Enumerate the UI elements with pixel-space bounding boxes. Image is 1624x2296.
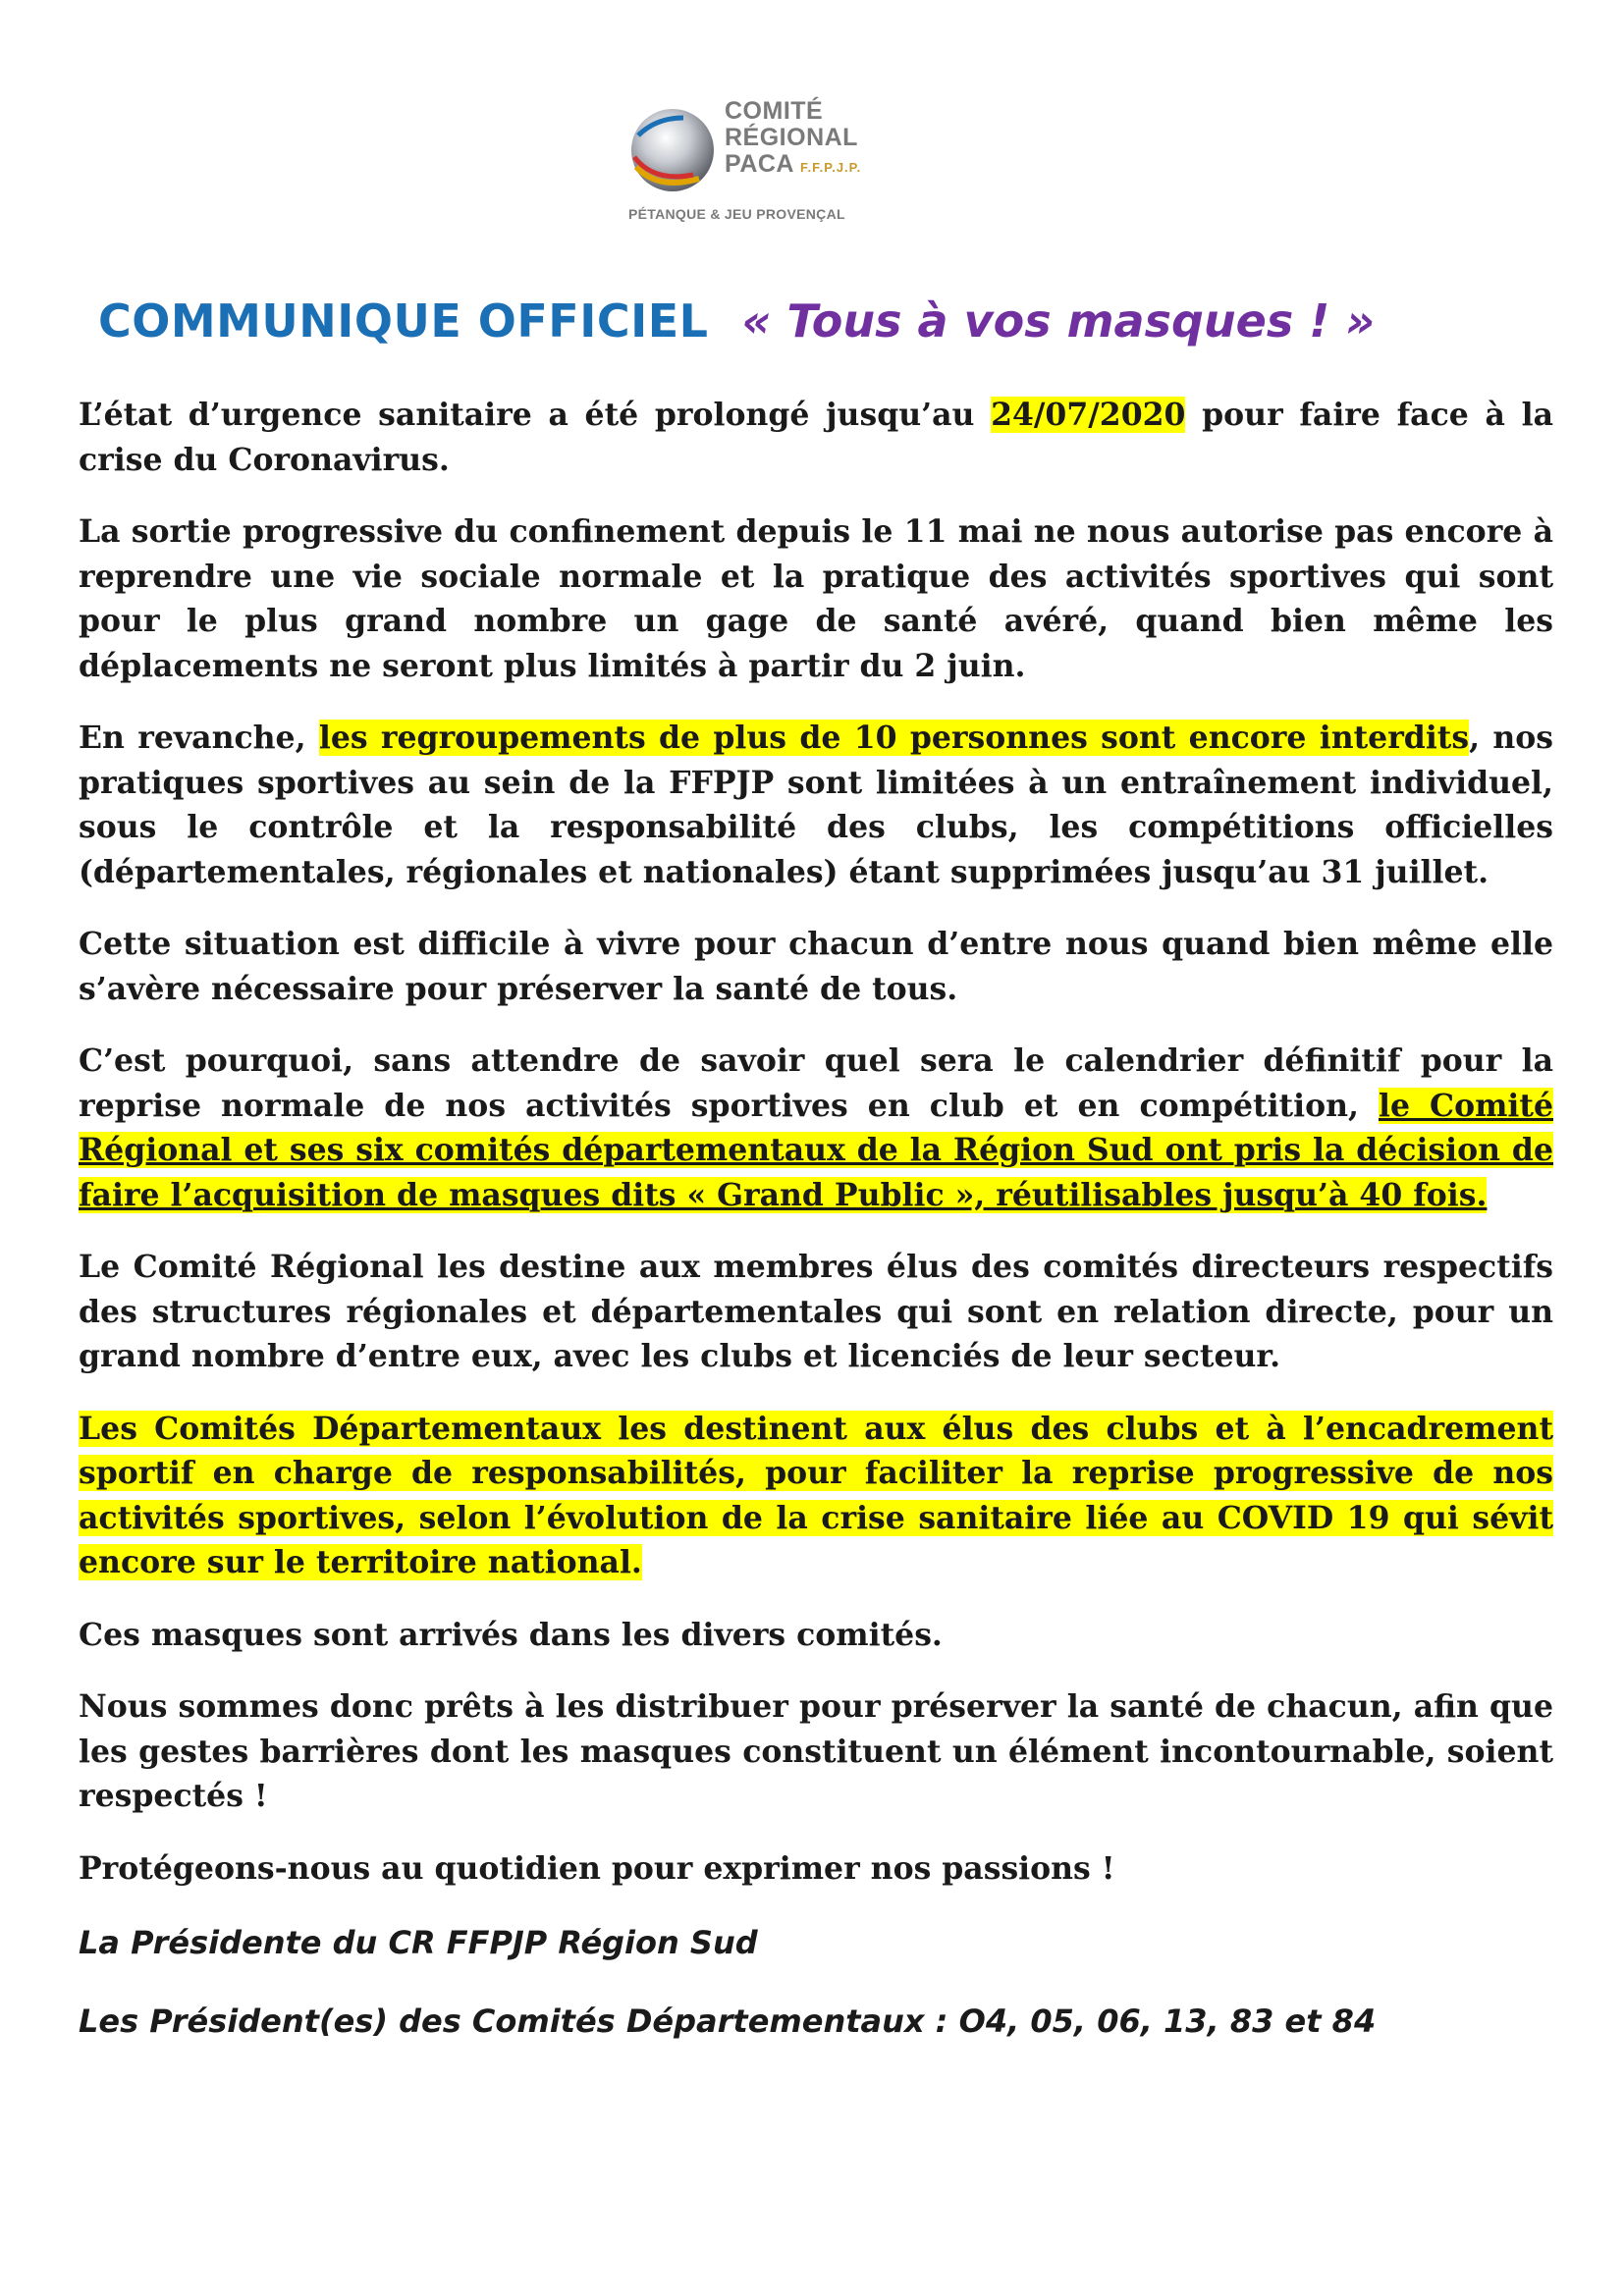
logo-wordmark bbox=[725, 98, 861, 181]
title-main: COMMUNIQUE OFFICIEL bbox=[98, 294, 709, 347]
p3-text-a: En revanche, bbox=[79, 720, 319, 756]
signature-departmental-presidents: Les Président(es) des Comités Départementaux : O4, 05, 06, 13, 83 et 84 bbox=[79, 2002, 1377, 2040]
logo-tagline: PÉTANQUE & JEU PROVENÇAL bbox=[628, 206, 845, 222]
logo-line-3-text: PACA bbox=[725, 150, 794, 178]
p3-text-b: , nos pratiques sportives au sein de la FFPJP sont limitées à un entraînement individuel, sous le contrôle et la responsabilité des clubs, les compétitions officielles (départementales, régionales et nationales) étant supprimées jusqu’au 31 juillet. bbox=[79, 720, 1553, 890]
paragraph-9: Nous sommes donc prêts à les distribuer pour préserver la santé de chacun, afin que les gestes barrières dont les masques constituent un élément incontournable, soient respectés ! bbox=[79, 1688, 1553, 1814]
paragraph-3 bbox=[79, 716, 1553, 894]
paragraph-1 bbox=[79, 393, 1553, 482]
paragraph-7 bbox=[79, 1407, 1553, 1585]
comite-regional-logo bbox=[628, 98, 893, 226]
logo-line-3 bbox=[725, 151, 861, 181]
paragraph-5 bbox=[79, 1039, 1553, 1217]
paragraph-2: La sortie progressive du confinement depuis le 11 mai ne nous autorise pas encore à reprendre une vie sociale normale et la pratique des activités sportives qui sont pour le plus grand nombre un gage de santé avéré, quand bien même les déplacements ne seront plus limités à partir du 2 juin. bbox=[79, 513, 1553, 684]
paragraph-6: Le Comité Régional les destine aux membres élus des comités directeurs respectifs des structures régionales et départementales qui sont en relation directe, pour un grand nombre d’entre eux, avec les clubs et licenciés de leur secteur. bbox=[79, 1249, 1553, 1374]
title-subtitle: « Tous à vos masques ! » bbox=[741, 294, 1376, 347]
logo-ffpjp-text: F.F.P.J.P. bbox=[799, 160, 862, 175]
p1-highlight-date: 24/07/2020 bbox=[991, 397, 1186, 433]
paragraph-4: Cette situation est difficile à vivre pour chacun d’entre nous quand bien même elle s’avère nécessaire pour préserver la santé de tous. bbox=[79, 926, 1553, 1007]
p3-highlight: les regroupements de plus de 10 personnes sont encore interdits bbox=[318, 720, 1470, 756]
paragraph-8: Ces masques sont arrivés dans les divers comités. bbox=[79, 1616, 943, 1653]
p1-text-a: L’état d’urgence sanitaire a été prolongé jusqu’au bbox=[79, 397, 992, 433]
petanque-ball-icon bbox=[628, 106, 717, 194]
p1-text-b: pour faire face à la crise du Coronavirus. bbox=[79, 397, 1553, 478]
communique-body bbox=[79, 393, 1553, 1918]
p5-highlight-underlined: le Comité Régional et ses six comités départementaux de la Région Sud ont pris la décision de faire l’acquisition de masques dits « Grand Public », réutilisables jusqu’à 40 fois. bbox=[79, 1087, 1553, 1213]
logo-line-1: COMITÉ bbox=[725, 97, 824, 125]
page-title bbox=[98, 294, 1375, 347]
p5-text-a: C’est pourquoi, sans attendre de savoir quel sera le calendrier définitif pour la reprise normale de nos activités sportives en club et en compétition, bbox=[79, 1042, 1553, 1124]
logo-line-2: RÉGIONAL bbox=[725, 124, 858, 151]
p7-highlight: Les Comités Départementaux les destinent aux élus des clubs et à l’encadrement sportif en charge de responsabilités, pour faciliter la reprise progressive de nos activités sportives, selon l’évolution de la crise sanitaire liée au COVID 19 qui sévit encore sur le territoire national. bbox=[79, 1410, 1553, 1580]
paragraph-10: Protégeons-nous au quotidien pour exprimer nos passions ! bbox=[79, 1849, 1115, 1887]
signature-president: La Présidente du CR FFPJP Région Sud bbox=[79, 1924, 758, 1961]
